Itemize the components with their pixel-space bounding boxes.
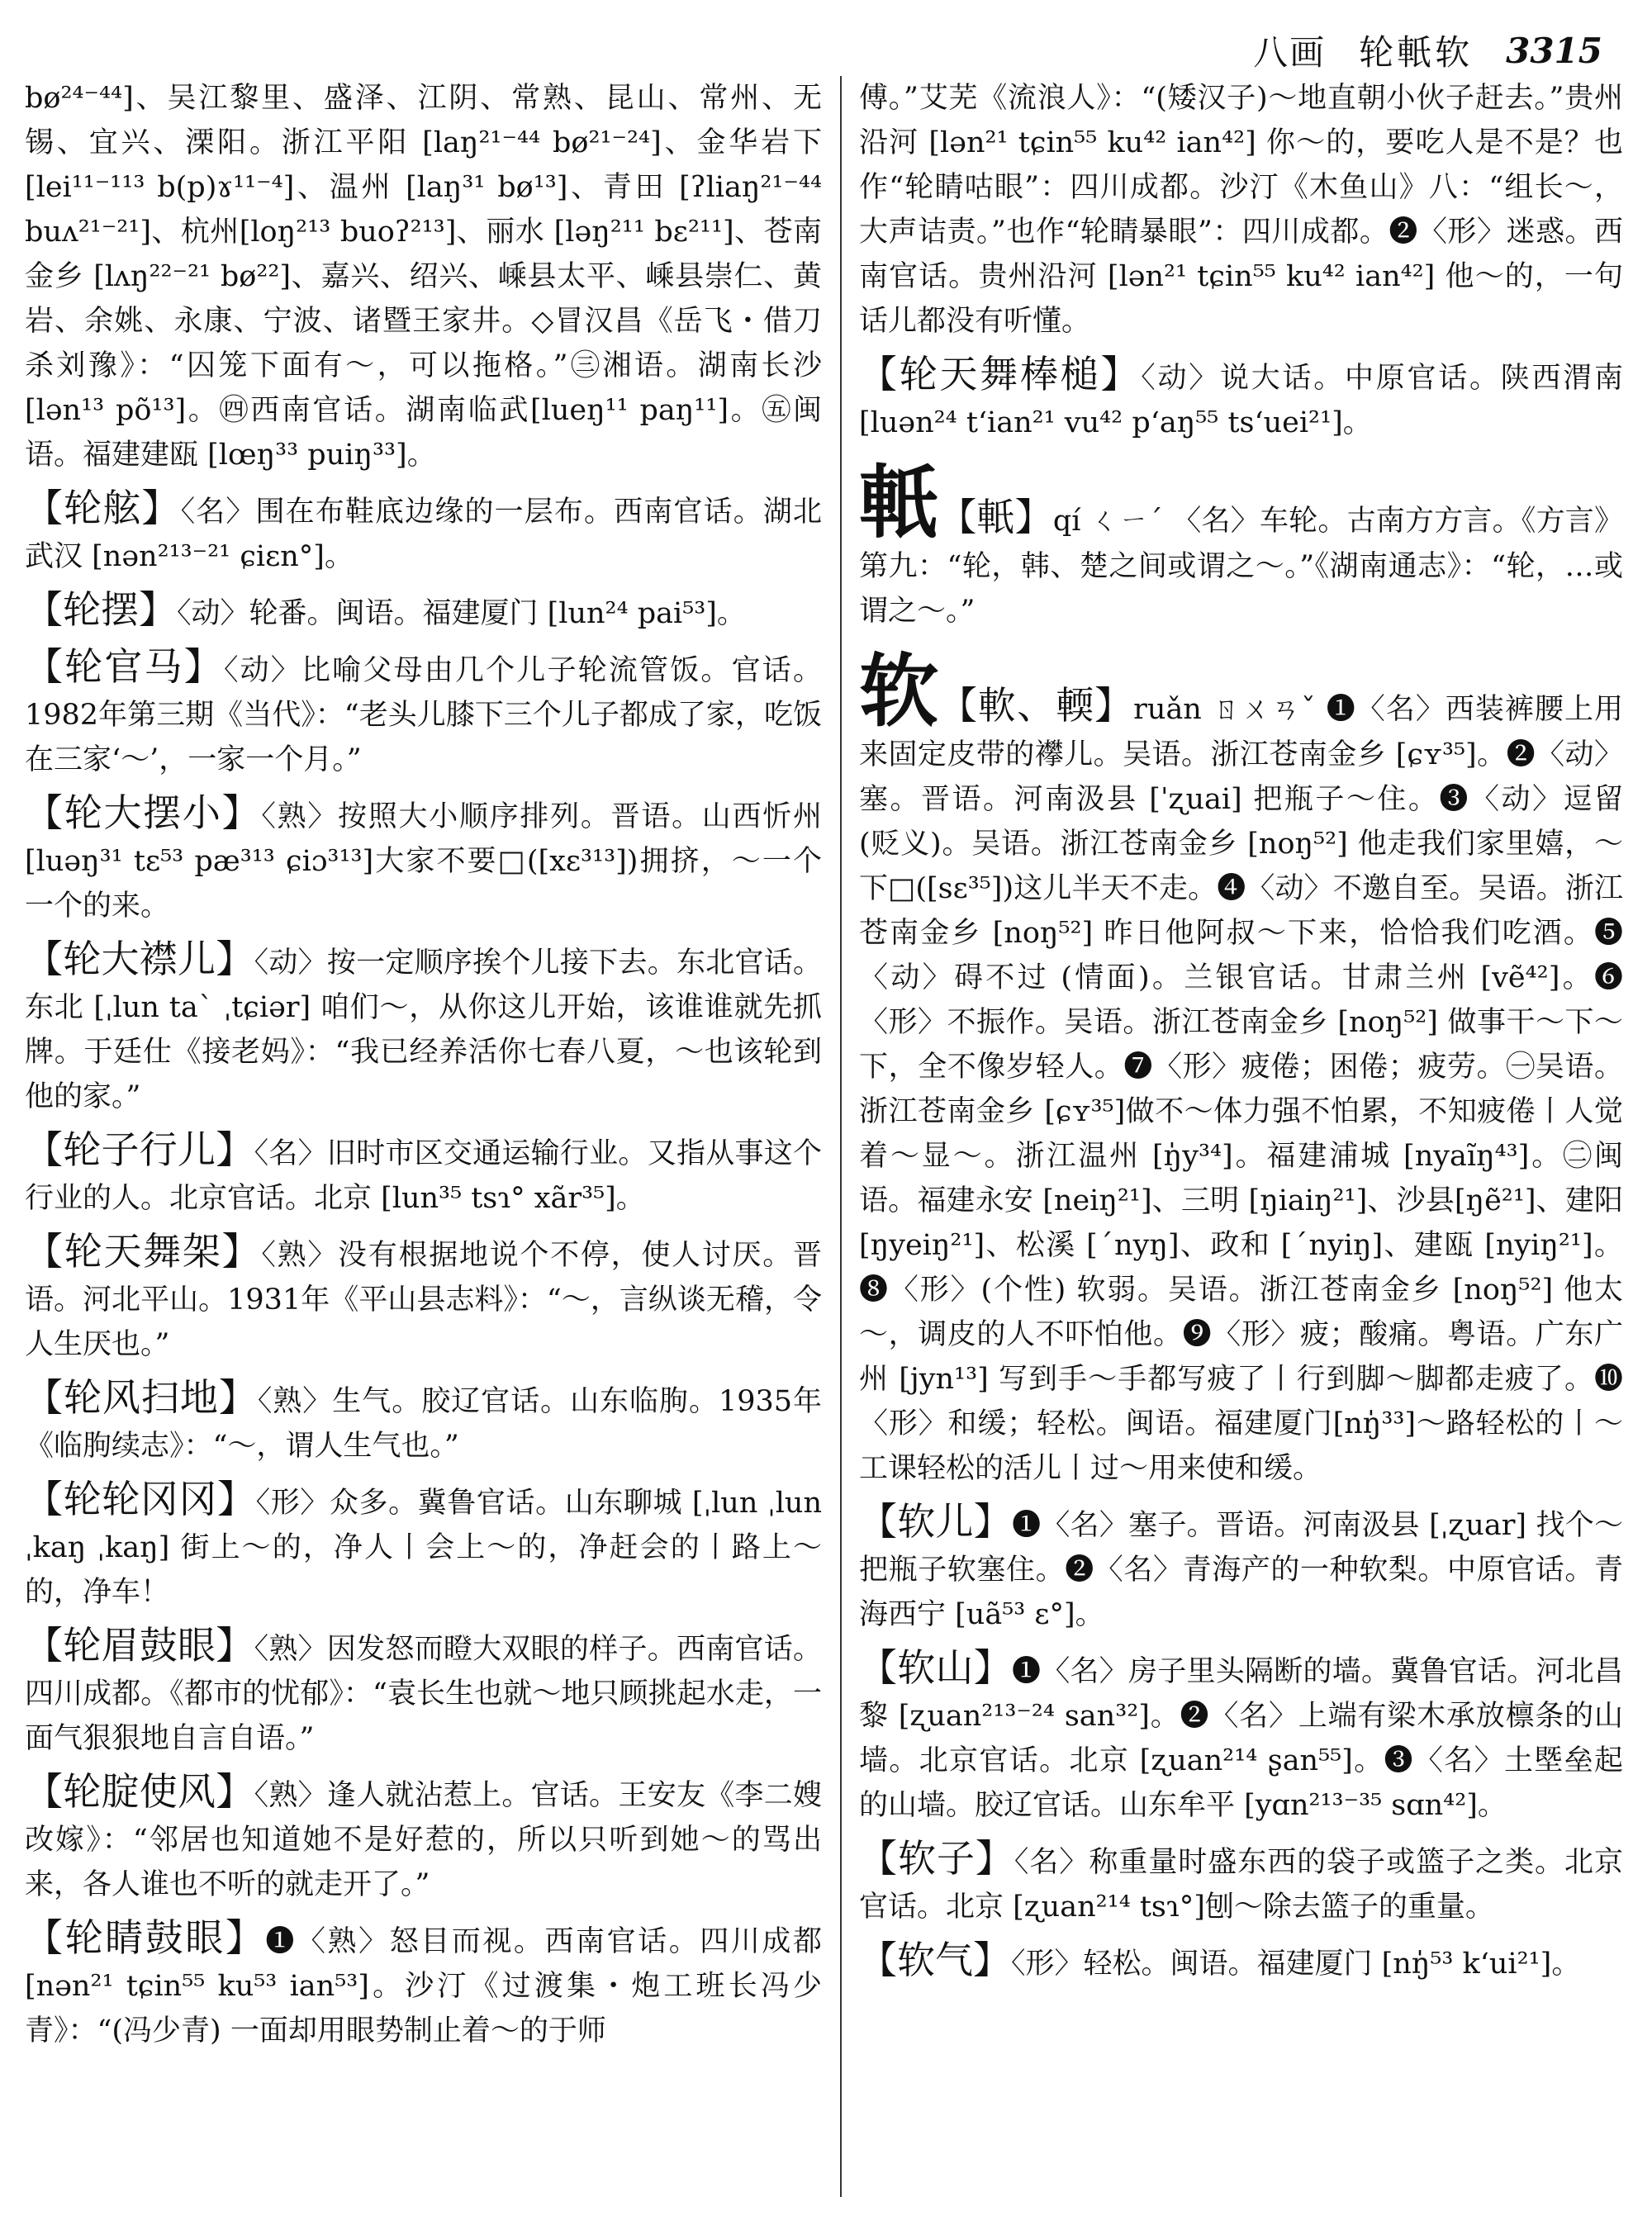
dictionary-entry bbox=[859, 352, 1623, 445]
traditional-form: 【軝】 bbox=[938, 495, 1053, 539]
left-column bbox=[25, 76, 822, 2205]
character-head: 軝 bbox=[859, 456, 939, 549]
entry-headword: 【轮大襟儿】 bbox=[25, 937, 254, 981]
entry-headword: 【软子】 bbox=[859, 1836, 1014, 1881]
page-number: 3315 bbox=[1506, 30, 1602, 71]
entry-body: ❶〈名〉塞子。晋语。河南汲县 [ˌʐuar] 找个～把瓶子软塞住。❷〈名〉青海产的一种软梨。中原官话。青海西宁 [uã⁵³ ɛ°]。 bbox=[859, 1509, 1623, 1631]
entry-headword: 【轮摆】 bbox=[25, 587, 177, 632]
dictionary-entry bbox=[25, 1127, 822, 1221]
dictionary-entry bbox=[25, 1915, 822, 2053]
entry-headword: 【轮腚使风】 bbox=[25, 1769, 254, 1814]
entry-headword: 【轮子行儿】 bbox=[25, 1127, 254, 1172]
entry-body: 〈名〉围在布鞋底边缘的一层布。西南官话。湖北武汉 [nən²¹³⁻²¹ ɕiɛn°]。 bbox=[25, 496, 822, 573]
entry-body: ❶〈熟〉怒目而视。西南官话。四川成都 [nən²¹ tɕin⁵⁵ ku⁵³ ian⁵³]。沙汀《过渡集・炮工班长冯少青》：“(冯少青) 一面却用眼势制止着～的于师 bbox=[25, 1925, 822, 2047]
entry-body: 〈熟〉生气。胶辽官话。山东临朐。1935年《临朐续志》：“～，谓人生气也。” bbox=[25, 1385, 822, 1463]
entry-body: 〈熟〉没有根据地说个不停，使人讨厌。晋语。河北平山。1931年《平山县志料》：“～，言纵谈无稽，令人生厌也。” bbox=[25, 1239, 822, 1361]
right-column bbox=[859, 76, 1623, 2205]
dictionary-entry bbox=[25, 790, 822, 928]
entry-body: 〈动〉说大话。中原官话。陕西渭南 [luən²⁴ tʻian²¹ vu⁴² pʻaŋ⁵⁵ tsʻuei²¹]。 bbox=[859, 362, 1623, 439]
column-divider bbox=[840, 76, 842, 2197]
dictionary-entry bbox=[25, 644, 822, 782]
header-characters: 轮軝软 bbox=[1359, 32, 1474, 73]
dictionary-entry bbox=[25, 1477, 822, 1615]
entry-body: ❶〈名〉房子里头隔断的墙。冀鲁官话。河北昌黎 [ʐuan²¹³⁻²⁴ san³²]。❷〈名〉上端有梁木承放檩条的山墙。北京官话。北京 [ʐuan²¹⁴ ʂan⁵⁵]。❸〈名〉土塈垒起的山墙。胶辽官话。山东牟平 [yɑn²¹³⁻³⁵ sɑn⁴²]。 bbox=[859, 1655, 1623, 1822]
dictionary-entry bbox=[859, 1836, 1623, 1929]
entry-body: 〈名〉称重量时盛东西的袋子或篮子之类。北京官话。北京 [ʐuan²¹⁴ tsɿ°]刨～除去篮子的重量。 bbox=[859, 1846, 1623, 1924]
entry-continuation bbox=[25, 76, 822, 477]
dictionary-entry bbox=[859, 1499, 1623, 1637]
dictionary-entry bbox=[25, 587, 822, 636]
entry-headword: 【轮天舞棒槌】 bbox=[859, 352, 1142, 396]
dictionary-entry bbox=[859, 1938, 1623, 1986]
entry-body: 傅。”艾芜《流浪人》：“(矮汉子)～地直朝小伙子赶去。”贵州沿河 [lən²¹ tɕin⁵⁵ ku⁴² ian⁴²] 你～的，要吃人是不是？也作“轮睛咕眼”：四川成都。沙汀《木鱼山》八：“组长～，大声诘责。”也作“轮睛暴眼”：四川成都。❷〈形〉迷惑。西南官话。贵州沿河 [lən²¹ tɕin⁵⁵ ku⁴² ian⁴²] 他～的，一句话儿都没有听懂。 bbox=[859, 82, 1623, 338]
entry-body: bø²⁴⁻⁴⁴]、吴江黎里、盛泽、江阴、常熟、昆山、常州、无锡、宜兴、溧阳。浙江平阳 [laŋ²¹⁻⁴⁴ bø²¹⁻²⁴]、金华岩下 [lei¹¹⁻¹¹³ b(p)ɤ¹¹⁻⁴]、温州 [laŋ³¹ bø¹³]、青田 [ʔliaŋ²¹⁻⁴⁴ buʌ²¹⁻²¹]、杭州[loŋ²¹³ buoʔ²¹³]、丽水 [ləŋ²¹¹ bɛ²¹¹]、苍南金乡 [lʌŋ²²⁻²¹ bø²²]、嘉兴、绍兴、嵊县太平、嵊县崇仁、黄岩、余姚、永康、宁波、诸暨王家井。◇冒汉昌《岳飞・借刀杀刘豫》：“囚笼下面有～，可以拖格。”㊂湘语。湖南长沙 [lən¹³ põ¹³]。㊃西南官话。湖南临武[lueŋ¹¹ paŋ¹¹]。㊄闽语。福建建瓯 [lœŋ³³ puiŋ³³]。 bbox=[25, 82, 822, 472]
entry-headword: 【软儿】 bbox=[859, 1499, 1013, 1544]
dictionary-entry bbox=[25, 1375, 822, 1468]
entry-body: 〈名〉旧时市区交通运输行业。又指从事这个行业的人。北京官话。北京 [lun³⁵ tsɿ° xãr³⁵]。 bbox=[25, 1137, 822, 1215]
entry-body: 〈形〉轻松。闽语。福建厦门 [nŋ̍⁵³ kʻui²¹]。 bbox=[1011, 1948, 1581, 1981]
entry-body: 〈动〉比喻父母由几个儿子轮流管饭。官话。1982年第三期《当代》：“老头儿膝下三个儿子都成了家，吃饭在三家‘～’，一家一个月。” bbox=[25, 654, 822, 776]
traditional-form: 【軟、輭】 bbox=[939, 683, 1134, 728]
entry-headword: 【轮风扫地】 bbox=[25, 1375, 258, 1420]
entry-headword: 【轮眉鼓眼】 bbox=[25, 1623, 254, 1668]
entry-headword: 【软气】 bbox=[859, 1938, 1011, 1982]
character-head: 软 bbox=[859, 644, 940, 738]
entry-headword: 【轮睛鼓眼】 bbox=[25, 1915, 266, 1960]
entry-body: 〈形〉众多。冀鲁官话。山东聊城 [ˌlun ˌlun ˌkaŋ ˌkaŋ] 街上～的，净人丨会上～的，净赶会的丨路上～的，净车！ bbox=[25, 1487, 822, 1609]
section-label: 八画 bbox=[1253, 32, 1327, 73]
character-entry bbox=[859, 456, 1623, 633]
entry-headword: 【轮大摆小】 bbox=[25, 790, 262, 835]
entry-body: 〈熟〉因发怒而瞪大双眼的样子。西南官话。四川成都。《都市的忧郁》：“袁长生也就～地只顾挑起水走，一面气狠狠地自言自语。” bbox=[25, 1633, 822, 1755]
entry-body: ruǎn ㄖㄨㄢˇ ❶〈名〉西装裤腰上用来固定皮带的襻儿。吴语。浙江苍南金乡 [ɕʏ³⁵]。❷〈动〉塞。晋语。河南汲县 [ˈʐuai] 把瓶子～住。❸〈动〉逗留 (贬义)。吴语。浙江苍南金乡 [noŋ⁵²] 他走我们家里嬉，～下□([sɛ³⁵])这儿半天不走。❹〈动〉不邀自至。吴语。浙江苍南金乡 [noŋ⁵²] 昨日他阿叔～下来，恰恰我们吃酒。❺〈动〉碍不过 (情面)。兰银官话。甘肃兰州 [vẽ⁴²]。❻〈形〉不振作。吴语。浙江苍南金乡 [noŋ⁵²] 做事干～下～下，全不像岁轻人。❼〈形〉疲倦；困倦；疲劳。㊀吴语。浙江苍南金乡 [ɕʏ³⁵]做不～体力强不怕累，不知疲倦丨人觉着～显～。浙江温州 [ŋ̍y³⁴]。福建浦城 [nyaĩŋ⁴³]。㊁闽语。福建永安 [neiŋ²¹]、三明 [ŋiaiŋ²¹]、沙县[ŋẽ²¹]、建阳 [ŋyeiŋ²¹]、松溪 [ˊnyŋ]、政和 [ˊnyiŋ]、建瓯 [nyiŋ²¹]。❽〈形〉(个性) 软弱。吴语。浙江苍南金乡 [noŋ⁵²] 他太～，调皮的人不吓怕他。❾〈形〉疲；酸痛。粤语。广东广州 [jyn¹³] 写到手～手都写疲了丨行到脚～脚都走疲了。❿〈形〉和缓；轻松。闽语。福建厦门[nŋ̍³³]～路轻松的丨～工课轻松的活儿丨过～用来使和缓。 bbox=[859, 693, 1623, 1485]
character-entry bbox=[859, 644, 1623, 1491]
entry-continuation bbox=[859, 76, 1623, 344]
entry-headword: 【轮官马】 bbox=[25, 644, 224, 689]
dictionary-entry bbox=[859, 1645, 1623, 1828]
entry-body: 〈熟〉逢人就沾惹上。官话。王安友《李二嫂改嫁》：“邻居也知道她不是好惹的，所以只听到她～的骂出来，各人谁也不听的就走开了。” bbox=[25, 1779, 822, 1901]
entry-body: qí ㄑㄧˊ 〈名〉车轮。古南方方言。《方言》第九：“轮，韩、楚之间或谓之～。”《湖南通志》：“轮，…或谓之～。” bbox=[859, 505, 1623, 628]
dictionary-entry bbox=[25, 937, 822, 1119]
dictionary-entry bbox=[25, 1229, 822, 1367]
dictionary-entry bbox=[25, 1623, 822, 1761]
entry-body: 〈动〉按一定顺序挨个儿接下去。东北官话。东北 [ˌlun taˋ ˌtɕiər] 咱们～，从你这儿开始，该谁谁就先抓牌。于廷仕《接老妈》：“我已经养活你七春八夏，～也该轮到他的家。” bbox=[25, 947, 822, 1113]
entry-body: 〈熟〉按照大小顺序排列。晋语。山西忻州[luəŋ³¹ tɛ⁵³ pæ³¹³ ɕiɔ³¹³]大家不要□([xɛ³¹³])拥挤，～一个一个的来。 bbox=[25, 800, 822, 923]
entry-headword: 【轮天舞架】 bbox=[25, 1229, 262, 1274]
entry-headword: 【软山】 bbox=[859, 1645, 1012, 1690]
dictionary-entry bbox=[25, 486, 822, 579]
entry-headword: 【轮舷】 bbox=[25, 486, 181, 530]
dictionary-entry bbox=[25, 1769, 822, 1907]
entry-headword: 【轮轮冈冈】 bbox=[25, 1477, 256, 1521]
page-header bbox=[867, 21, 1602, 79]
entry-body: 〈动〉轮番。闽语。福建厦门 [lun²⁴ pai⁵³]。 bbox=[177, 597, 746, 630]
